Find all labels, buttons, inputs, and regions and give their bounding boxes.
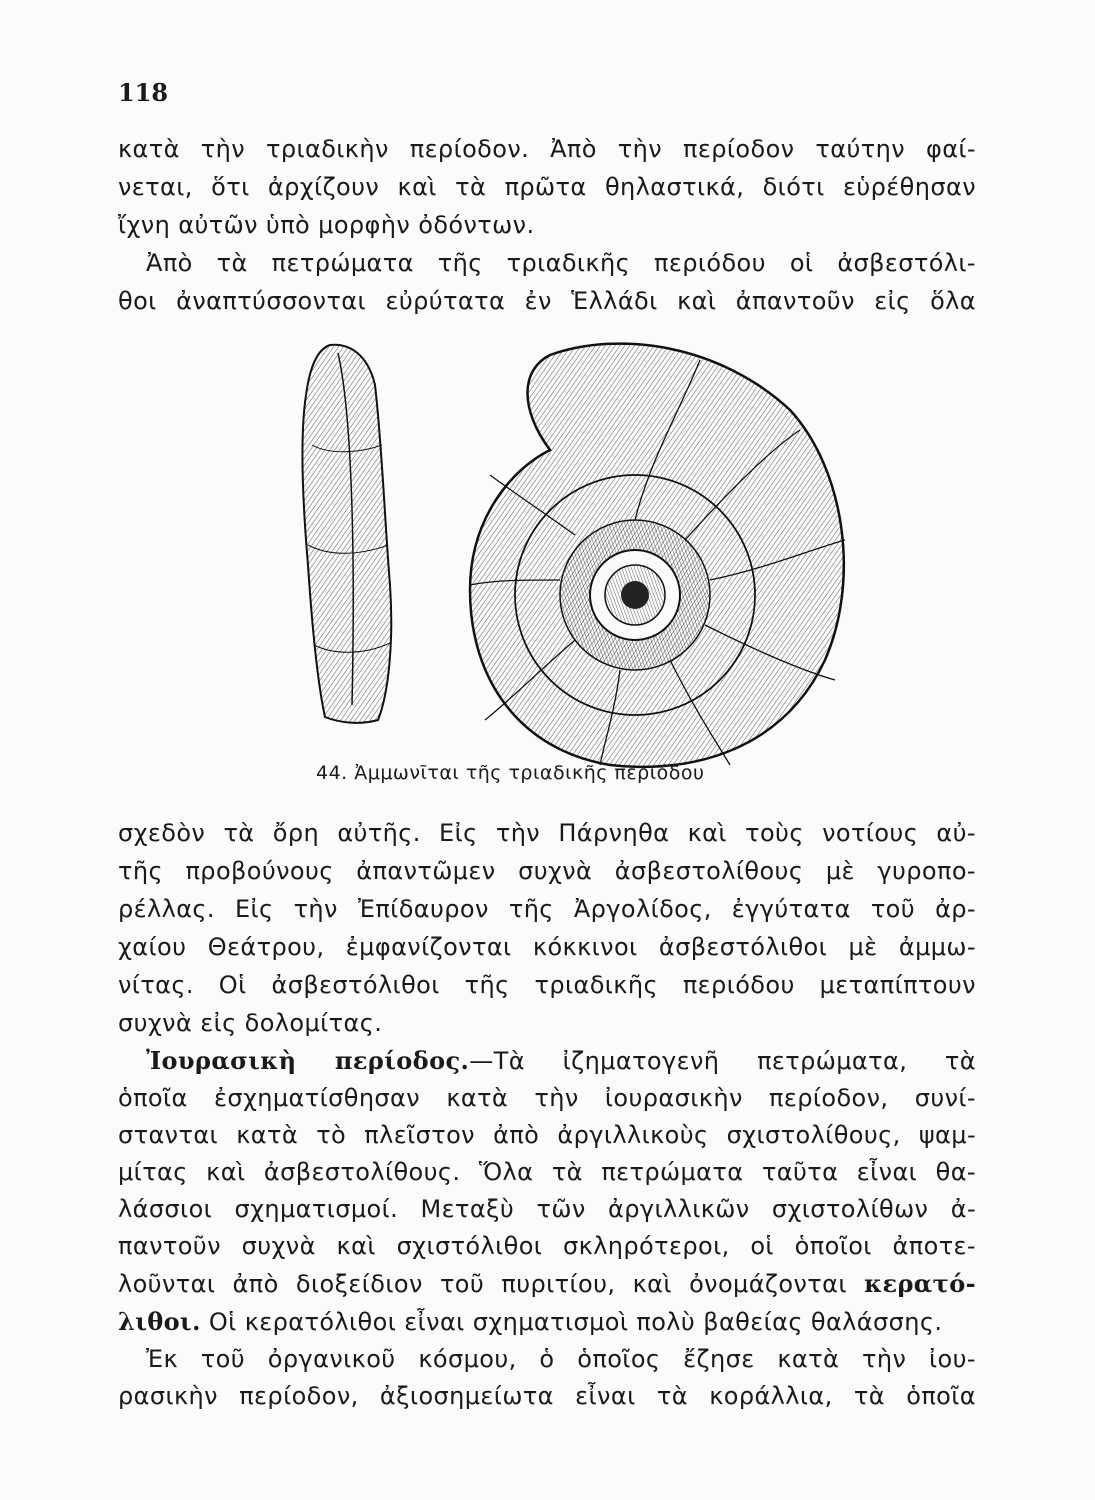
bold-term: λιθοι. bbox=[118, 1307, 201, 1336]
heading-continuation: —Τὰ ἰζηματογενῆ πετρώματα, τὰ bbox=[469, 1047, 976, 1075]
text-line: ρασικὴν περίοδον, ἀξιοσημείωτα εἶναι τὰ κοράλλια, τὰ ὁποῖα bbox=[118, 1382, 976, 1410]
text-line: νίτας. Οἱ ἀσβεστόλιθοι τῆς τριαδικῆς περιόδου μεταπίπτουν bbox=[118, 971, 976, 999]
text-line: λάσσιοι σχηματισμοί. Μεταξὺ τῶν ἀργιλλικῶν σχιστολίθων ἀ- bbox=[118, 1195, 976, 1223]
text-line bbox=[118, 1265, 976, 1303]
text-line: νεται, ὅτι ἀρχίζουν καὶ τὰ πρῶτα θηλαστικά, διότι εὑρέθησαν bbox=[118, 173, 976, 201]
text-line: Ἐκ τοῦ ὀργανικοῦ κόσμου, ὁ ὁποῖος ἔζησε κατὰ τὴν ἰου- bbox=[146, 1345, 976, 1373]
text-line: χαίου Θεάτρου, ἐμφανίζονται κόκκινοι ἀσβεστόλιθοι μὲ ἀμμω- bbox=[118, 933, 976, 961]
figure-ammonites bbox=[290, 325, 850, 770]
belemnite-drawing bbox=[302, 345, 391, 723]
text-line: συχνὰ εἰς δολομίτας. bbox=[118, 1009, 383, 1037]
fossil-illustration bbox=[290, 325, 850, 770]
text-line: ρέλλας. Εἰς τὴν Ἐπίδαυρον τῆς Ἀργολίδος, ἐγγύτατα τοῦ ἀρ- bbox=[118, 895, 976, 923]
text-line: ὁποῖα ἐσχηματίσθησαν κατὰ τὴν ἰουρασικὴν περίοδον, συνί- bbox=[118, 1084, 976, 1112]
text-segment: λοῦνται ἀπὸ διοξείδιον τοῦ πυριτίου, καὶ ὀνομάζονται bbox=[118, 1270, 847, 1298]
text-line: κατὰ τὴν τριαδικὴν περίοδον. Ἀπὸ τὴν περίοδον ταύτην φαί- bbox=[118, 135, 976, 163]
paragraph-parnitha bbox=[118, 814, 976, 1042]
text-line: ἴχνη αὐτῶν ὑπὸ μορφὴν ὀδόντων. bbox=[118, 211, 535, 239]
text-line bbox=[118, 1303, 976, 1341]
text-line bbox=[118, 1042, 976, 1080]
paragraph-triassic bbox=[118, 130, 976, 320]
page-number: 118 bbox=[118, 78, 169, 107]
text-line: σχεδὸν τὰ ὄρη αὐτῆς. Εἰς τὴν Πάρνηθα καὶ τοὺς νοτίους αὐ- bbox=[118, 819, 976, 847]
text-line: μίτας καὶ ἀσβεστολίθους. Ὅλα τὰ πετρώματα ταῦτα εἶναι θα- bbox=[118, 1158, 976, 1186]
section-heading: Ἰουρασικὴ περίοδος. bbox=[146, 1046, 470, 1075]
ammonite-drawing bbox=[470, 344, 845, 767]
bold-term: κερατό- bbox=[864, 1269, 976, 1298]
text-line: θοι ἀναπτύσσονται εὐρύτατα ἐν Ἑλλάδι καὶ ἀπαντοῦν εἰς ὅλα bbox=[118, 287, 976, 315]
text-line: Ἀπὸ τὰ πετρώματα τῆς τριαδικῆς περιόδου οἱ ἀσβεστόλι- bbox=[146, 249, 976, 277]
paragraph-jurassic bbox=[118, 1042, 976, 1415]
text-line: τῆς προβούνους ἀπαντῶμεν συχνὰ ἀσβεστολίθους μὲ γυροπο- bbox=[118, 857, 976, 885]
text-segment: Οἱ κερατόλιθοι εἶναι σχηματισμοὶ πολὺ βαθείας θαλάσσης. bbox=[200, 1308, 943, 1336]
figure-caption: 44. Ἀμμωνῖται τῆς τριαδικῆς περιόδου bbox=[316, 762, 705, 784]
text-line: παντοῦν συχνὰ καὶ σχιστόλιθοι σκληρότεροι, οἱ ὁποῖοι ἀποτε- bbox=[118, 1232, 976, 1260]
text-line: στανται κατὰ τὸ πλεῖστον ἀπὸ ἀργιλλικοὺς σχιστολίθους, ψαμ- bbox=[118, 1121, 976, 1149]
